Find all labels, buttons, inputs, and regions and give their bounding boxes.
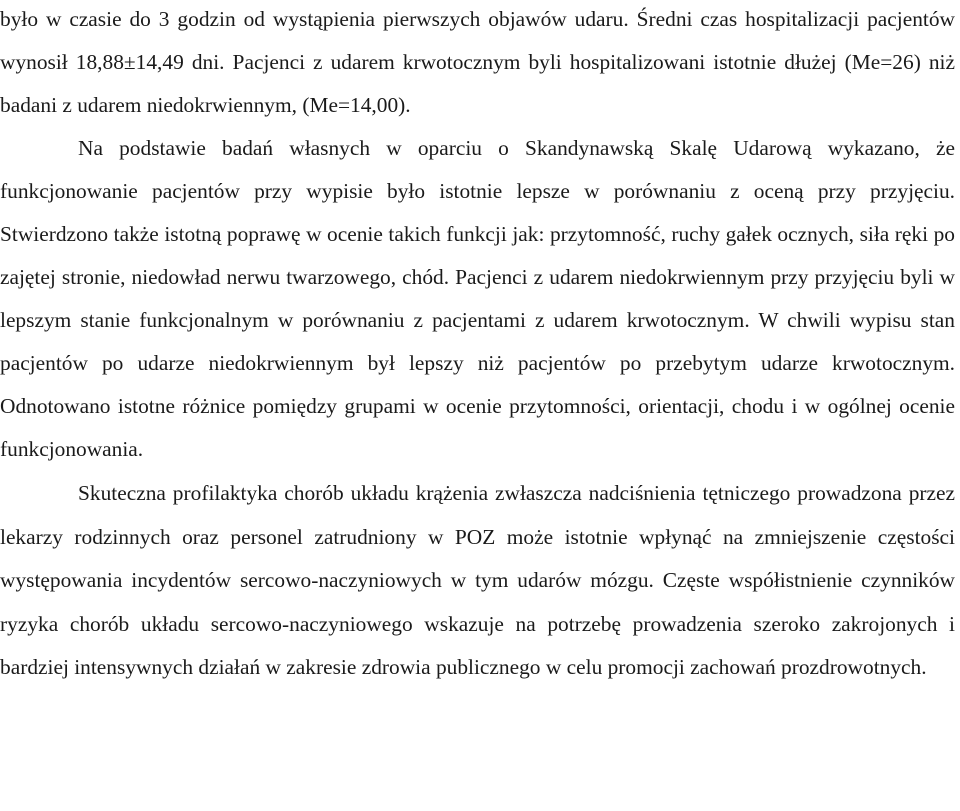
paragraph-hospitalization: było w czasie do 3 godzin od wystąpienia pierwszych objawów udaru. Średni czas hospitalizacji pacjentów wynosił 18,88±14,49 dni. Pacjenci z udarem krwotocznym byli hospitalizowani istotnie dłużej (Me=26) niż badani z udarem niedokrwiennym, (Me=14,00).: [0, 7, 955, 117]
paragraph-stroke-scale-results: Na podstawie badań własnych w oparciu o Skandynawską Skalę Udarową wykazano, że funkcjonowanie pacjentów przy wypisie było istotnie lepsze w porównaniu z oceną przy przyjęciu. Stwierdzono także istotną poprawę w ocenie takich funkcji jak: przytomność, ruchy gałek ocznych, siła ręki po zajętej stronie, niedowład nerwu twarzowego, chód. Pacjenci z udarem niedokrwiennym przy przyjęciu byli w lepszym stanie funkcjonalnym w porównaniu z pacjentami z udarem krwotocznym. W chwili wypisu stan pacjentów po udarze niedokrwiennym był lepszy niż pacjentów po przebytym udarze krwotocznym. Odnotowano istotne różnice pomiędzy grupami w ocenie przytomności, orientacji, chodu i w ogólnej ocenie funkcjonowania.: [0, 136, 955, 461]
paragraph-prevention: Skuteczna profilaktyka chorób układu krążenia zwłaszcza nadciśnienia tętniczego prowadzona przez lekarzy rodzinnych oraz personel zatrudniony w POZ może istotnie wpłynąć na zmniejszenie częstości występowania incydentów sercowo-naczyniowych w tym udarów mózgu. Częste współistnienie czynników ryzyka chorób układu sercowo-naczyniowego wskazuje na potrzebę prowadzenia szeroko zakrojonych i bardziej intensywnych działań w zakresie zdrowia publicznego w celu promocji zachowań prozdrowotnych.: [0, 481, 955, 680]
